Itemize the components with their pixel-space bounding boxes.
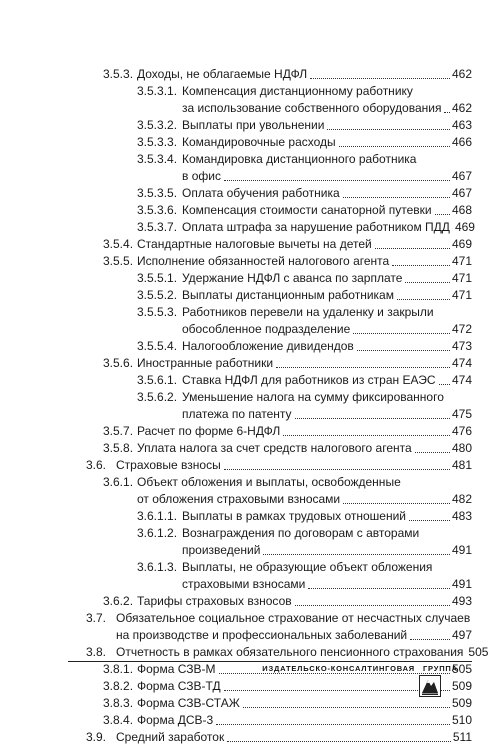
toc-entry (137, 219, 475, 236)
toc-entry (137, 525, 472, 559)
toc-page-number: 505 (468, 645, 489, 659)
toc-entry-number: 3.5.5.1. (137, 271, 178, 285)
toc-entry (137, 151, 472, 185)
toc-leader-dots (339, 146, 450, 147)
toc-leader-dots (415, 452, 450, 453)
toc-entry (103, 678, 472, 695)
toc-entry-title: страховыми взносами (182, 577, 306, 591)
toc-entry (103, 236, 472, 253)
toc-page-number: 491 (451, 577, 472, 591)
toc-page-number: 474 (451, 373, 472, 387)
toc-leader-dots (397, 299, 450, 300)
toc-entry-title: Стандартные налоговые вычеты на детей (137, 237, 372, 251)
toc-leader-dots (216, 724, 450, 725)
toc-page-number: 482 (451, 492, 472, 506)
toc-leader-dots (219, 673, 450, 674)
toc-entry-number: 3.5.6. (103, 356, 134, 370)
toc-entry-number: 3.5.4. (103, 237, 134, 251)
toc-entry-title: Оплата обучения работника (182, 186, 340, 200)
toc-entry-title: Форма СЗВ-СТАЖ (137, 696, 240, 710)
toc-entry-number: 3.5.3.4. (137, 152, 178, 166)
toc-entry-number: 3.5.6.1. (137, 373, 178, 387)
toc-entry-title: Выплаты в рамках трудовых отношений (182, 509, 407, 523)
toc-entry (137, 117, 472, 134)
toc-entry-number: 3.5.6.2. (137, 390, 178, 404)
toc-entry (137, 389, 472, 423)
toc-page-number: 469 (451, 237, 472, 251)
toc-page-number: 474 (451, 356, 472, 370)
toc-leader-dots (439, 384, 450, 385)
toc-leader-dots (375, 248, 450, 249)
toc-entry (137, 185, 472, 202)
toc-leader-dots (295, 605, 450, 606)
toc-leader-dots (283, 435, 450, 436)
toc-entry-title: за использование собственного оборудования (182, 101, 442, 115)
toc-entry (86, 644, 489, 661)
toc-entry-title: Объект обложения и выплаты, освобожденные (137, 475, 401, 489)
toc-entry (103, 423, 472, 440)
toc-entry-title: обособленное подразделение (182, 322, 351, 336)
toc-entry (137, 372, 472, 389)
toc-entry (137, 270, 472, 287)
toc-entry (137, 304, 472, 338)
toc-entry-title: Командировка дистанционного работника (182, 152, 417, 166)
toc-page-number: 471 (451, 271, 472, 285)
toc-entry-number: 3.5.5.2. (137, 288, 178, 302)
toc-leader-dots (224, 469, 450, 470)
toc-entry-number: 3.6.2. (103, 594, 134, 608)
toc-entry-number: 3.5.3.6. (137, 203, 178, 217)
toc-page-number: 467 (451, 169, 472, 183)
toc-entry-number: 3.5.3.5. (137, 186, 178, 200)
toc-leader-dots (276, 367, 450, 368)
toc-entry-title: Исполнение обязанностей налогового агента (137, 254, 390, 268)
toc-entry-number: 3.8.2. (103, 679, 134, 693)
toc-entry-title: Оплата штрафа за нарушение работником ПДД (182, 220, 450, 234)
toc-entry-title: платежа по патенту (182, 407, 292, 421)
toc-entry-title: Форма СЗВ-ТД (137, 679, 221, 693)
toc-entry-title: Средний заработок (116, 730, 225, 744)
toc-entry-title: произведений (182, 543, 261, 557)
toc-page-number: 462 (451, 67, 472, 81)
toc-leader-dots (308, 588, 450, 589)
toc-leader-dots (343, 197, 450, 198)
toc-entry-title: Ставка НДФЛ для работников из стран ЕАЭС (182, 373, 436, 387)
toc-entry (86, 729, 472, 746)
toc-leader-dots (409, 520, 450, 521)
toc-entry-title: Выплаты при увольнении (182, 118, 325, 132)
toc-page-number: 483 (451, 509, 472, 523)
toc-entry-number: 3.6.1.3. (137, 560, 178, 574)
toc-entry (103, 66, 472, 83)
toc-page-number: 462 (451, 101, 472, 115)
toc-entry-number: 3.6.1. (103, 475, 134, 489)
toc-entry-title: Обязательное социальное страхование от несчастных случаев (116, 611, 471, 625)
toc-entry-number: 3.5.5. (103, 254, 134, 268)
toc-leader-dots (243, 707, 450, 708)
toc-page-number: 491 (451, 543, 472, 557)
toc-page-number: 469 (454, 220, 475, 234)
toc-leader-dots (224, 690, 450, 691)
toc-entry-title: Расчет по форме 6-НДФЛ (137, 424, 281, 438)
toc-leader-dots (435, 214, 450, 215)
toc-page-number: 466 (451, 135, 472, 149)
toc-entry-title: Отчетность в рамках обязательного пенсионного страхования (116, 645, 464, 659)
toc-leader-dots (392, 265, 450, 266)
toc-entry-number: 3.8.4. (103, 713, 134, 727)
toc-entry-title: Иностранные работники (137, 356, 274, 370)
toc-entry-title: Компенсация дистанционному работнику (182, 84, 413, 98)
publisher-logo-icon (419, 675, 441, 697)
toc-page-number: 475 (451, 407, 472, 421)
toc-entry (137, 338, 472, 355)
toc-page-number: 481 (451, 458, 472, 472)
toc-leader-dots (224, 180, 450, 181)
toc-leader-dots (405, 282, 450, 283)
toc-entry-number: 3.5.3.3. (137, 135, 178, 149)
toc-entry (103, 355, 472, 372)
toc-leader-dots (327, 129, 450, 130)
toc-entry-number: 3.5.5.4. (137, 339, 178, 353)
toc-entry (86, 457, 472, 474)
toc-page-number: 510 (451, 713, 472, 727)
toc-entry (103, 440, 472, 457)
toc-entry-title: Налогообложение дивидендов (182, 339, 354, 353)
toc-entry-title: Командировочные расходы (182, 135, 336, 149)
toc-page-number: 505 (451, 662, 472, 676)
publisher-name: ИЗДАТЕЛЬСКО-КОНСАЛТИНГОВАЯ (262, 664, 415, 673)
toc-entry-title: Страховые взносы (116, 458, 221, 472)
toc-entry-title: Выплаты дистанционным работникам (182, 288, 394, 302)
toc-page-number: 476 (451, 424, 472, 438)
toc-page-number: 480 (451, 441, 472, 455)
toc-page-number: 472 (451, 322, 472, 336)
toc-leader-dots (410, 639, 450, 640)
toc-leader-dots (444, 112, 450, 113)
toc-entry-number: 3.5.3.2. (137, 118, 178, 132)
toc-entry (137, 202, 472, 219)
toc-leader-dots (353, 333, 450, 334)
toc-entry-title: Вознаграждения по договорам с авторами (182, 526, 420, 540)
toc-leader-dots (263, 554, 450, 555)
toc-page-number: 463 (451, 118, 472, 132)
toc-entry-number: 3.5.7. (103, 424, 134, 438)
toc-entry-title: Компенсация стоимости санаторной путевки (182, 203, 432, 217)
toc-entry (86, 610, 472, 644)
toc-entry (137, 287, 472, 304)
toc-leader-dots (310, 78, 450, 79)
toc-page-number: 471 (451, 254, 472, 268)
toc-entry-title: Тарифы страховых взносов (137, 594, 292, 608)
toc-page-number: 468 (451, 203, 472, 217)
toc-entry-title: Форма СЗВ-М (137, 662, 216, 676)
toc-entry-title: Доходы, не облагаемые НДФЛ (137, 67, 308, 81)
toc-entry (103, 593, 472, 610)
toc-entry (137, 559, 472, 593)
toc-entry (137, 83, 472, 117)
toc-entry (137, 508, 472, 525)
toc-page-number: 509 (451, 696, 472, 710)
toc-entry-number: 3.5.3. (103, 67, 134, 81)
toc-entry-number: 3.8. (86, 645, 107, 659)
toc-entry-title: Удержание НДФЛ с аванса по зарплате (182, 271, 403, 285)
toc-entry (103, 695, 472, 712)
toc-page-number: 471 (451, 288, 472, 302)
toc-entry (137, 134, 472, 151)
toc-entry-number: 3.6. (86, 458, 107, 472)
toc-entry-title: от обложения страховыми взносами (137, 492, 341, 506)
toc-page-number: 509 (451, 679, 472, 693)
toc-entry-title: Выплаты, не образующие объект обложения (182, 560, 433, 574)
toc-page-number: 493 (451, 594, 472, 608)
toc-leader-dots (295, 418, 450, 419)
toc-leader-dots (343, 503, 450, 504)
toc-entry-title: Уплата налога за счет средств налогового агента (137, 441, 412, 455)
toc-page-number: 497 (451, 628, 472, 642)
publisher-group: ГРУППА (423, 664, 458, 673)
toc-entry-number: 3.6.1.1. (137, 509, 178, 523)
toc-entry (103, 474, 472, 508)
toc-entry-title: Форма ДСВ-3 (137, 713, 214, 727)
toc-entry-title: на производстве и профессиональных заболеваний (116, 628, 408, 642)
toc-leader-dots (227, 741, 451, 742)
toc-entry (103, 712, 472, 729)
toc-entry-number: 3.5.3.1. (137, 84, 178, 98)
toc-entry-number: 3.8.3. (103, 696, 134, 710)
toc-entry-number: 3.5.5.3. (137, 305, 178, 319)
toc-entry-number: 3.8.1. (103, 662, 134, 676)
toc-entry-title: Работников перевели на удаленку и закрыли (182, 305, 434, 319)
toc-entry-title: Уменьшение налога на сумму фиксированного (182, 390, 444, 404)
toc-entry-title: в офис (182, 169, 221, 183)
toc-entry-number: 3.9. (86, 730, 107, 744)
toc-leader-dots (357, 350, 450, 351)
toc-entry-number: 3.6.1.2. (137, 526, 178, 540)
toc-entry-number: 3.7. (86, 611, 107, 625)
toc-page-number: 467 (451, 186, 472, 200)
toc-entry (103, 253, 472, 270)
toc-page-number: 511 (452, 730, 472, 744)
footer-rule (68, 661, 472, 662)
toc-page-number: 473 (451, 339, 472, 353)
toc-entry-number: 3.5.8. (103, 441, 134, 455)
toc-entry-number: 3.5.3.7. (137, 220, 178, 234)
